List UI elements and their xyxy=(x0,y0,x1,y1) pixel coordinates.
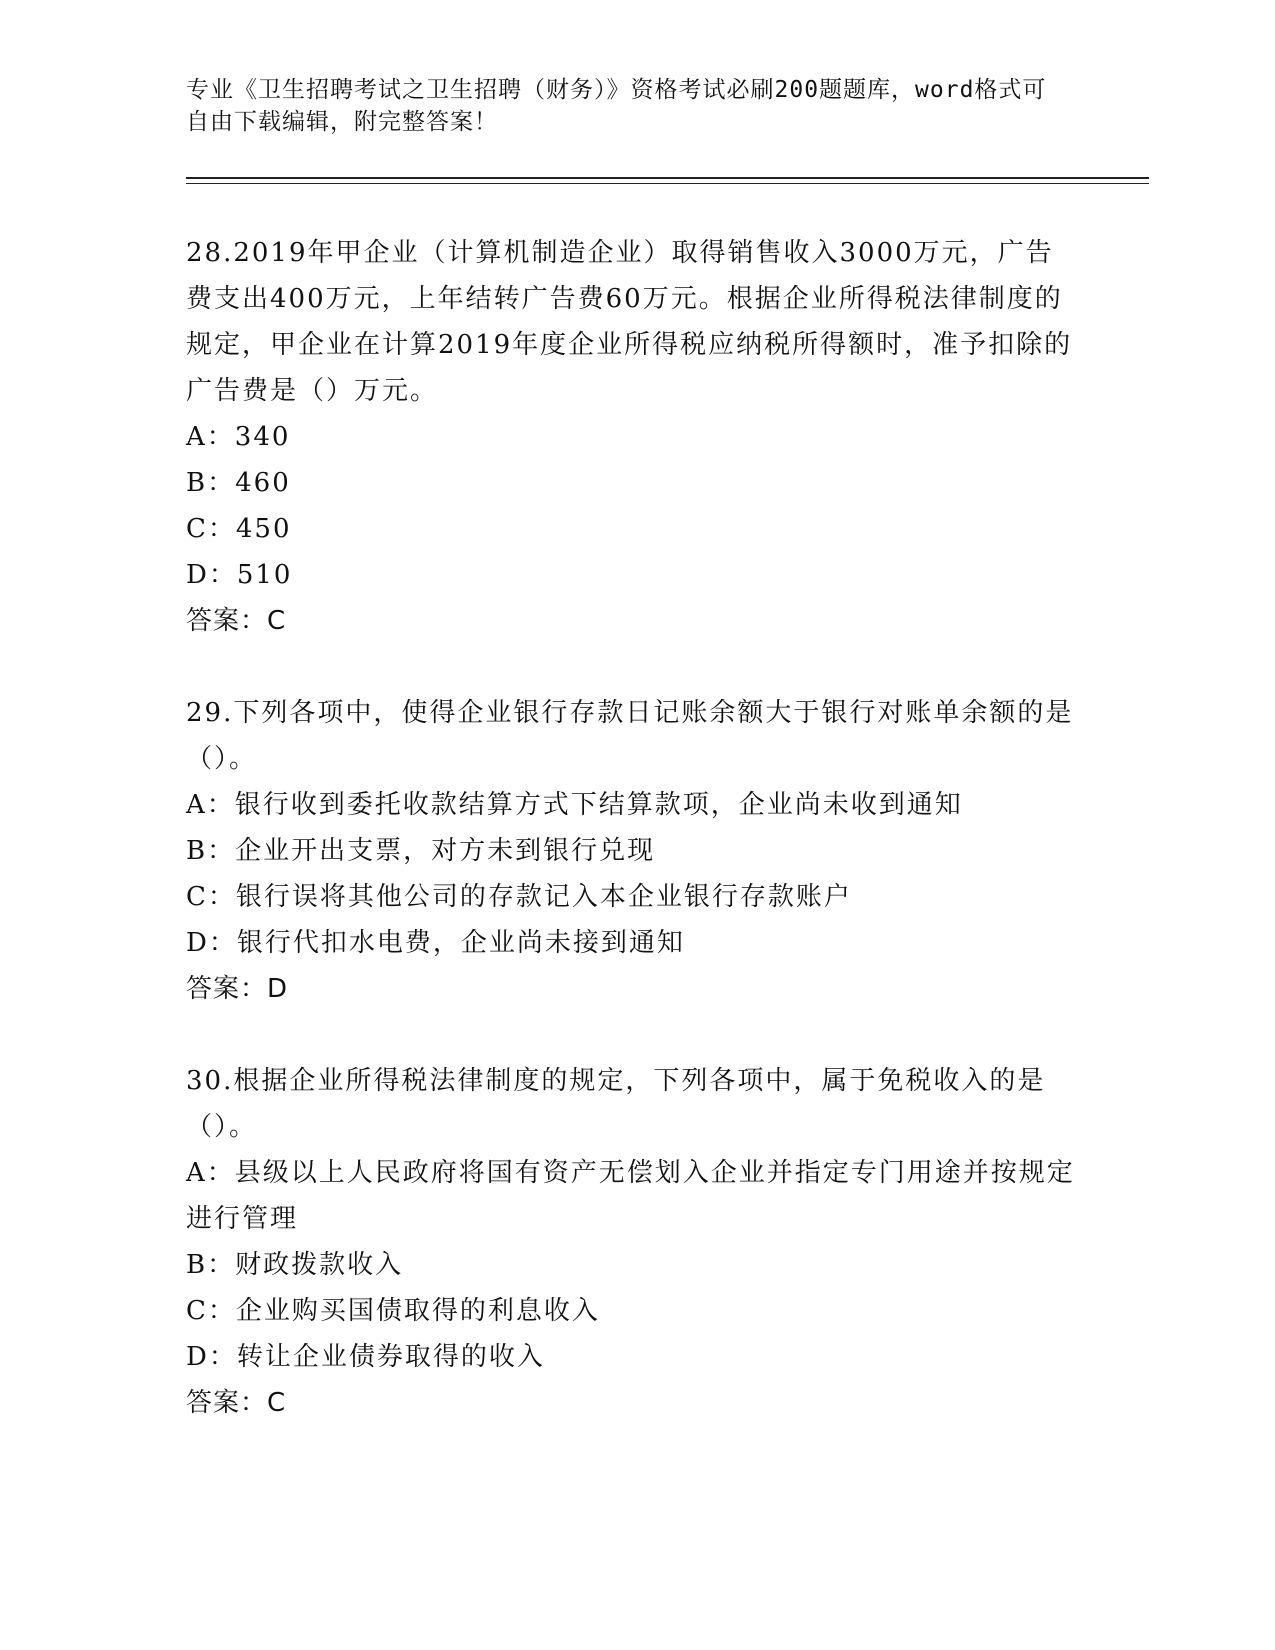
option-a: A：340 xyxy=(186,422,291,452)
option-d: D：转让企业债券取得的收入 xyxy=(186,1342,545,1372)
question-29 xyxy=(186,690,1076,1012)
question-28 xyxy=(186,230,1076,644)
option-c: C：企业购买国债取得的利息收入 xyxy=(186,1296,600,1326)
question-30 xyxy=(186,1058,1076,1426)
option-d: D：银行代扣水电费，企业尚未接到通知 xyxy=(186,928,685,958)
option-d: D：510 xyxy=(186,560,293,590)
question-stem: 28.2019年甲企业（计算机制造企业）取得销售收入3000万元，广告费支出400万元，上年结转广告费60万元。根据企业所得税法律制度的规定，甲企业在计算2019年度企业所得税应纳税所得额时，准予扣除的广告费是（）万元。 xyxy=(186,238,1073,406)
header-divider-thick xyxy=(186,177,1149,179)
option-b: B：460 xyxy=(186,468,291,498)
question-stem: 29.下列各项中，使得企业银行存款日记账余额大于银行对账单余额的是（）。 xyxy=(186,698,1074,774)
option-c: C：银行误将其他公司的存款记入本企业银行存款账户 xyxy=(186,882,852,912)
question-stem: 30.根据企业所得税法律制度的规定，下列各项中，属于免税收入的是（）。 xyxy=(186,1066,1046,1142)
document-header: 专业《卫生招聘考试之卫生招聘（财务）》资格考试必刷200题题库，word格式可自由下载编辑，附完整答案！ xyxy=(186,77,1047,135)
answer-line: 答案：D xyxy=(186,974,289,1004)
header-divider-thin xyxy=(186,183,1149,184)
question-list xyxy=(186,230,1076,1472)
option-a: A：银行收到委托收款结算方式下结算款项，企业尚未收到通知 xyxy=(186,790,963,820)
answer-line: 答案：C xyxy=(186,1388,287,1418)
answer-line: 答案：C xyxy=(186,606,287,636)
option-b: B：企业开出支票，对方未到银行兑现 xyxy=(186,836,656,866)
option-a: A：县级以上人民政府将国有资产无偿划入企业并指定专门用途并按规定进行管理 xyxy=(186,1158,1075,1234)
option-b: B：财政拨款收入 xyxy=(186,1250,404,1280)
option-c: C：450 xyxy=(186,514,292,544)
